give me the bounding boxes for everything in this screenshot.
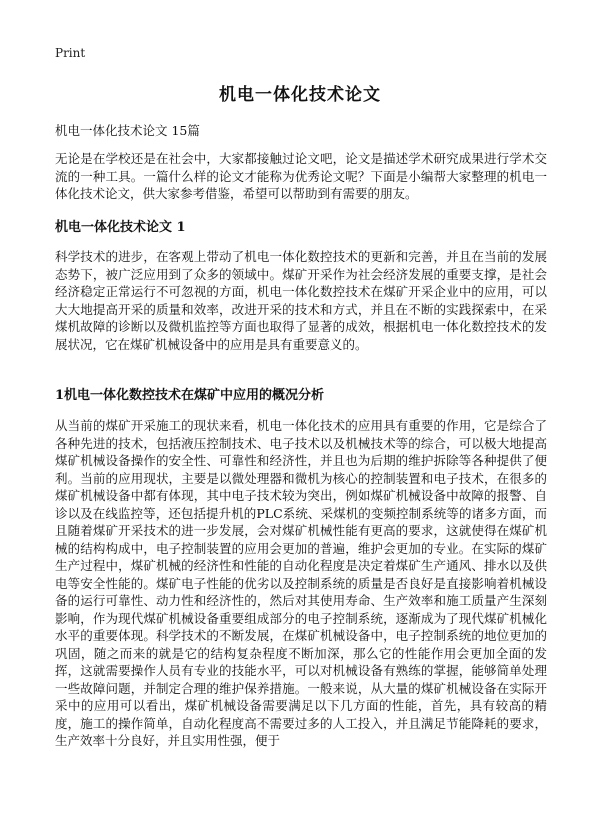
section-heading-2: 1机电一体化数控技术在煤矿中应用的概况分析 (55, 388, 325, 403)
print-label[interactable]: Print (55, 46, 86, 60)
section-paragraph-1: 科学技术的进步，在客观上带动了机电一体化数控技术的更新和完善，并且在当前的发展态势下，被广泛应用到了众多的领域中。煤矿开采作为社会经济发展的重要支撑，是社会经济稳定正常运行不可忽视的方面，机电一体化数控技术在煤矿开采企业中的应用，可以大大地提高开采的质量和效率，改进开采的技术和方式，并且在不断的实践探索中，在采煤机故障的诊断以及微机监控等方面也取得了显著的成效，根据机电一体化数控技术的发展状况，它在煤矿机械设备中的应用是具有重要意义的。 (55, 249, 547, 352)
document-subtitle: 机电一体化技术论文 15篇 (55, 123, 200, 138)
section-heading-1: 机电一体化技术论文 1 (55, 220, 186, 235)
section-paragraph-2: 从当前的煤矿开采施工的现状来看，机电一体化技术的应用具有重要的作用，它是综合了各种先进的技术，包括液压控制技术、电子技术以及机械技术等的综合，可以极大地提高煤矿机械设备操作的安全性、可靠性和经济性，并且也为后期的维护拆除等各种提供了便利。当前的应用现状，主要是以微处理器和微机为核心的控制装置和电子技术，在很多的煤矿机械设备中都有体现，其中电子技术较为突出，例如煤矿机械设备中故障的报警、自诊以及在线监控等，还包括提升机的PLC系统、采煤机的变频控制系统等的诸多方面，而且随着煤矿开采技术的进一步发展，会对煤矿机械性能有更高的要求，这就使得在煤矿机械的结构构成中，电子控制装置的应用会更加的普遍，维护会更加的专业。在实际的煤矿生产过程中，煤矿机械的经济性和性能的自动化程度是决定着煤矿生产通风、排水以及供电等安全性能的。煤矿电子性能的优劣以及控制系统的质量是否良好是直接影响着机械设备的运行可靠性、动力性和经济性的，然后对其使用寿命、生产效率和施工质量产生深刻影响，作为现代煤矿机械设备重要组成部分的电子控制系统，逐渐成为了现代煤矿机械化水平的重要体现。科学技术的不断发展，在煤矿机械设备中，电子控制系统的地位更加的巩固，随之而来的就是它的结构复杂程度不断加深，那么它的性能作用会更加全面的发挥，这就需要操作人员有专业的技能水平，可以对机械设备有熟练的掌握，能够简单处理一些故障问题，并制定合理的维护保养措施。一般来说，从大量的煤矿机械设备在实际开采中的应用可以看出，煤矿机械设备需要满足以下几方面的性能，首先，具有较高的精度，施工的操作简单，自动化程度高不需要过多的人工投入，并且满足节能降耗的要求，生产效率十分良好，并且实用性强，便于 (55, 418, 547, 748)
page-title: 机电一体化技术论文 (219, 85, 381, 105)
intro-paragraph: 无论是在学校还是在社会中，大家都接触过论文吧，论文是描述学术研究成果进行学术交流的一种工具。一篇什么样的论文才能称为优秀论文呢？下面是小编帮大家整理的机电一体化技术论文，供大家参考借鉴，希望可以帮助到有需要的朋友。 (55, 151, 547, 201)
